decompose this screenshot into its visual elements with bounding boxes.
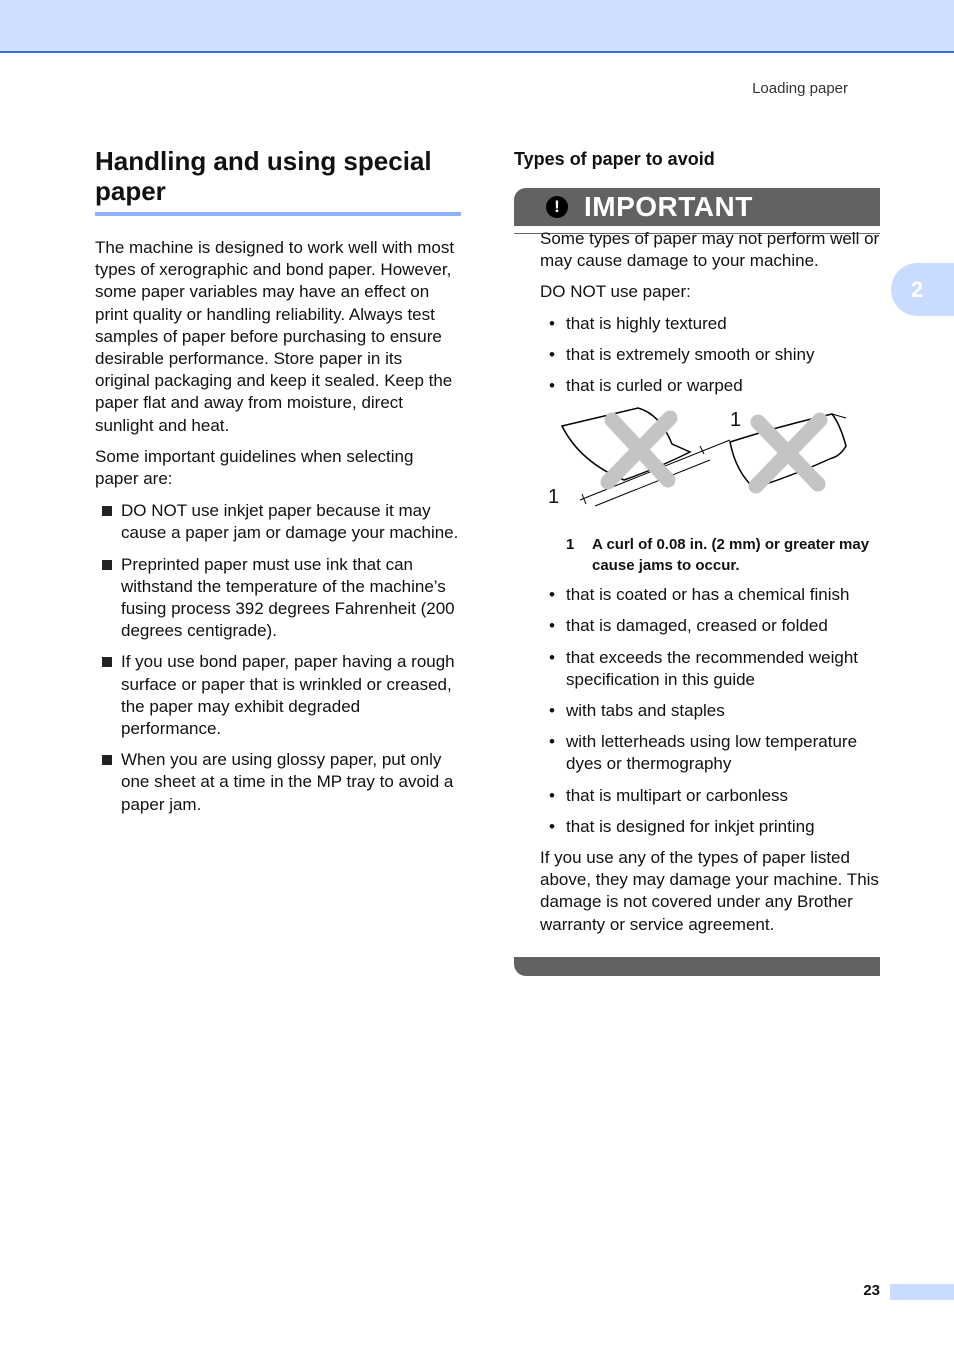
list-item-text: with tabs and staples (566, 701, 725, 721)
intro-paragraph: The machine is designed to work well with most types of xerographic and bond paper. However, some paper variables may have an effect on print quality or handling reliability. Always test samples of paper before purchasing to ensure desirable performance. Store paper in its original packaging and keep it sealed. Keep the paper flat and away from moisture, direct sunlight and heat. (95, 238, 455, 435)
list-item-text: that is designed for inkjet printing (566, 816, 815, 836)
bullet-dot-icon: • (549, 616, 555, 636)
curled-paper-illustration (540, 406, 882, 524)
subsection-title: Types of paper to avoid (514, 149, 715, 169)
bullet-dot-icon: • (549, 313, 555, 333)
page-tab (890, 1284, 954, 1300)
warning-text: Some types of paper may not perform well or may cause damage to your machine. (540, 229, 880, 271)
square-bullet-icon (102, 506, 112, 516)
list-item-text: that exceeds the recommended weight specification in this guide (566, 647, 859, 689)
list-item (95, 749, 461, 816)
list-item-text: that is extremely smooth or shiny (566, 344, 815, 364)
header-band (0, 0, 954, 53)
figure-caption (540, 534, 882, 576)
square-bullet-icon (102, 560, 112, 570)
list-item (540, 584, 882, 606)
bullet-dot-icon: • (549, 732, 555, 752)
bullet-dot-icon: • (549, 585, 555, 605)
important-label: IMPORTANT (584, 191, 753, 222)
list-item (95, 500, 461, 544)
curled-paper-figure (540, 406, 882, 524)
bullet-dot-icon: • (549, 785, 555, 805)
right-column (514, 146, 880, 934)
bullet-dot-icon: • (549, 376, 555, 396)
page-number: 23 (863, 1282, 880, 1299)
bullet-dot-icon: • (549, 344, 555, 364)
list-item (540, 344, 882, 366)
caption-text: A curl of 0.08 in. (2 mm) or greater may cause jams to occur. (592, 536, 870, 575)
list-item (540, 785, 882, 807)
bullet-dot-icon: • (549, 647, 555, 667)
important-footer-bar (514, 957, 880, 976)
section-title: Handling and using special paper (95, 146, 461, 216)
list-item (540, 313, 882, 335)
caption-number: 1 (566, 536, 575, 554)
exclamation-icon: ! (546, 196, 568, 218)
list-item-text: that is curled or warped (566, 376, 743, 396)
avoid-list-b (540, 584, 882, 838)
left-column (95, 146, 461, 825)
bullet-dot-icon: • (549, 816, 555, 836)
square-bullet-icon (102, 657, 112, 667)
list-item-text: If you use bond paper, paper having a rough surface or paper that is wrinkled or creased, the paper may exhibit degraded performance. (121, 652, 455, 739)
list-item-text: that is multipart or carbonless (566, 785, 789, 805)
important-body (540, 228, 882, 936)
list-item (95, 651, 461, 740)
list-item (540, 731, 882, 775)
list-item-text: that is highly textured (566, 313, 727, 333)
list-item (540, 615, 882, 637)
list-item-text: with letterheads using low temperature dyes or thermography (566, 732, 858, 774)
square-bullet-icon (102, 755, 112, 765)
guidelines-list (95, 500, 461, 816)
avoid-list-a (540, 313, 882, 398)
list-item-text: DO NOT use inkjet paper because it may cause a paper jam or damage your machine. (121, 501, 459, 543)
do-not-use-lead: DO NOT use paper: (540, 282, 691, 302)
list-item-text: that is damaged, creased or folded (566, 616, 828, 636)
list-item-text: that is coated or has a chemical finish (566, 585, 850, 605)
list-item (540, 700, 882, 722)
running-head: Loading paper (752, 80, 848, 97)
bullet-dot-icon: • (549, 701, 555, 721)
list-item (95, 554, 461, 643)
list-item (540, 375, 882, 397)
list-item (540, 816, 882, 838)
important-banner (514, 188, 880, 226)
chapter-tab[interactable]: 2 (891, 263, 954, 316)
list-item-text: Preprinted paper must use ink that can withstand the temperature of the machine’s fusing process 392 degrees Fahrenheit (200 degrees centigrade). (121, 554, 455, 641)
list-item-text: When you are using glossy paper, put only one sheet at a time in the MP tray to avoid a paper jam. (121, 750, 454, 814)
guidelines-lead: Some important guidelines when selecting paper are: (95, 446, 414, 489)
callout-number: 1 (548, 486, 560, 509)
callout-number: 1 (730, 409, 742, 432)
list-item (540, 647, 882, 691)
closing-paragraph: If you use any of the types of paper listed above, they may damage your machine. This damage is not covered under any Brother warranty or service agreement. (540, 848, 879, 934)
